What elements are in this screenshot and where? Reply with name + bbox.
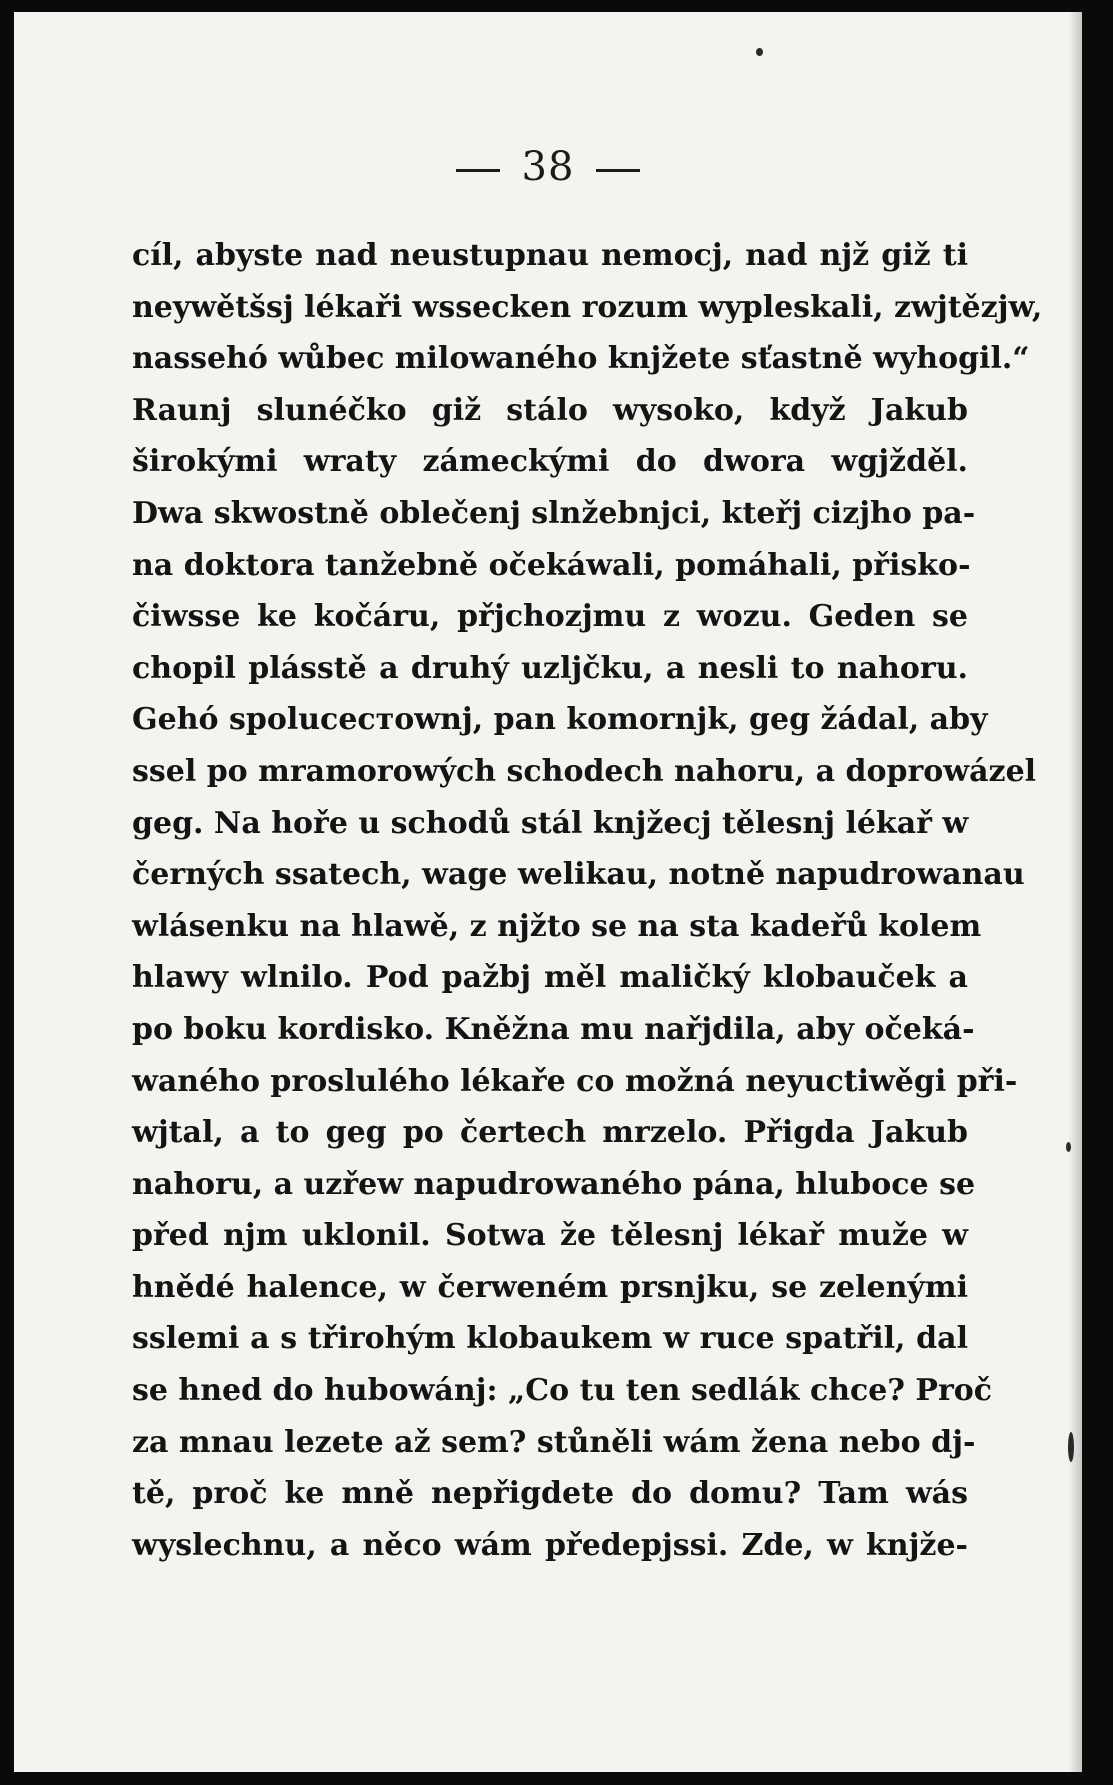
text-line: černých ssatech, wage welikau, notně napudrowanau [132,857,1025,893]
folio-dash-left [456,169,500,172]
text-line: na doktora tanžebně očekáwali, pomáhali, přisko- [132,547,971,583]
text-line: nahoru, a uzřew napudrowaného pána, hluboce se [132,1166,976,1202]
text-line: po boku kordisko. Kněžna mu nařjdila, aby očeká- [132,1011,975,1047]
text-line: širokými wraty zámeckými do dwora wgjžděl. [132,444,968,480]
page-edge-shadow [1068,12,1082,1772]
text-line: tě, proč ke mně nepřigdete do domu? Tam wás [132,1476,968,1512]
text-line: nassehó wůbec milowaného knjžete sťastně wyhogil.“ [132,341,1030,377]
text-line: sslemi a s třirohým klobaukem w ruce spatřil, dal [132,1321,968,1357]
book-page [14,12,1082,1772]
paper-speck [1066,1142,1071,1152]
text-line: geg. Na hoře u schodů stál knjžecj tělesnj lékař w [132,805,969,841]
text-line: hnědé halence, w čerweném prsnjku, se zelenými [132,1269,968,1305]
page-number-value: 38 [521,144,575,190]
text-line: za mnau lezete až sem? stůněli wám žena nebo dj- [132,1424,976,1460]
text-line: ssel po mramorowých schodech nahoru, a doprowázel [132,753,1037,789]
text-line: wjtal, a to geg po čertech mrzelo. Přigda Jakub [132,1115,968,1151]
folio-dash-right [596,169,640,172]
text-line: chopil plásstě a druhý uzljčku, a nesli to nahoru. [132,650,968,686]
text-line: se hned do hubowánj: „Co tu ten sedlák chce? Proč [132,1373,993,1409]
text-line: waného proslulého lékaře co možná neyuctiwěgi při- [132,1063,1018,1099]
text-line: neywětšsj lékaři wssecken rozum wypleskali, zwjtězjw, [132,289,1043,325]
body-text [132,230,1043,1571]
page-number [14,144,1082,190]
text-line: Gehó spoluceстownj, pan komornjk, geg žádal, aby [132,702,988,738]
text-line: Dwa skwostně oblečenj slnžebnjci, kteřj cizjho pa- [132,495,976,531]
paper-speck [756,48,763,56]
text-line: cíl, abyste nad neustupnau nemocj, nad njž giž ti [132,238,968,273]
paper-speck [1068,1432,1074,1462]
text-line: wlásenku na hlawě, z njžto se na sta kadeřů kolem [132,908,982,944]
text-line: wyslechnu, a něco wám předepjssi. Zde, w knjže- [132,1527,968,1563]
text-line: před njm uklonil. Sotwa že tělesnj lékař muže w [132,1218,968,1254]
text-line: čiwsse ke kočáru, přjchozjmu z wozu. Geden se [132,599,968,635]
text-line: hlawy wlnilo. Pod pažbj měl maličký klobauček a [132,960,968,996]
text-line: Raunj slunéčko giž stálo wysoko, když Jakub [132,392,968,428]
